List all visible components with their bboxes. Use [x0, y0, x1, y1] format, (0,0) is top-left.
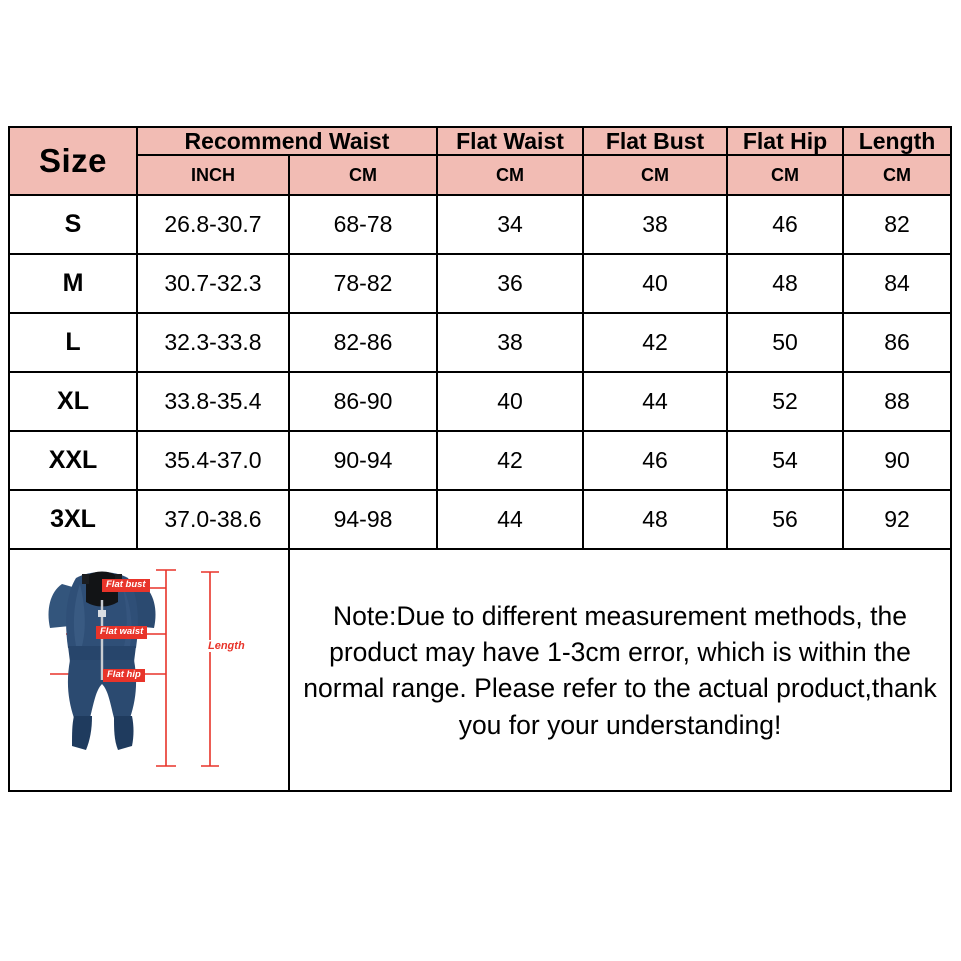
cell-waist-cm: 90-94 — [289, 431, 437, 490]
table-header — [9, 127, 951, 195]
cell-flat-waist: 42 — [437, 431, 583, 490]
cell-flat-bust: 44 — [583, 372, 727, 431]
size-chart-table — [8, 126, 952, 792]
header-length: Length — [843, 127, 951, 155]
cell-flat-bust: 48 — [583, 490, 727, 549]
table-row — [9, 431, 951, 490]
header-flat-bust: Flat Bust — [583, 127, 727, 155]
cell-size: 3XL — [9, 490, 137, 549]
cell-flat-waist: 44 — [437, 490, 583, 549]
cell-flat-hip: 48 — [727, 254, 843, 313]
garment-illustration — [10, 550, 294, 790]
table-row — [9, 313, 951, 372]
header-unit-recommend-waist-inch: INCH — [137, 155, 289, 195]
figure-label-length: Length — [208, 640, 245, 653]
cell-flat-waist: 40 — [437, 372, 583, 431]
header-unit-length: CM — [843, 155, 951, 195]
cell-size: S — [9, 195, 137, 254]
cell-size: M — [9, 254, 137, 313]
note-cell — [289, 549, 951, 791]
figure-label-flat-waist: Flat waist — [96, 626, 147, 638]
cell-waist-cm: 82-86 — [289, 313, 437, 372]
cell-flat-hip: 50 — [727, 313, 843, 372]
cell-flat-bust: 42 — [583, 313, 727, 372]
cell-waist-inch: 26.8-30.7 — [137, 195, 289, 254]
cell-size: XXL — [9, 431, 137, 490]
cell-waist-cm: 86-90 — [289, 372, 437, 431]
table-header-row-main — [9, 127, 951, 155]
table-row — [9, 195, 951, 254]
cell-length: 90 — [843, 431, 951, 490]
header-unit-flat-waist: CM — [437, 155, 583, 195]
header-recommend-waist: Recommend Waist — [137, 127, 437, 155]
table-row — [9, 254, 951, 313]
cell-waist-cm: 94-98 — [289, 490, 437, 549]
cell-waist-inch: 37.0-38.6 — [137, 490, 289, 549]
figure-label-flat-bust: Flat bust — [102, 579, 150, 591]
garment-figure-cell — [9, 549, 289, 791]
cell-flat-waist: 38 — [437, 313, 583, 372]
cell-waist-cm: 68-78 — [289, 195, 437, 254]
cell-flat-bust: 40 — [583, 254, 727, 313]
cell-waist-inch: 33.8-35.4 — [137, 372, 289, 431]
cell-flat-hip: 54 — [727, 431, 843, 490]
table-row — [9, 372, 951, 431]
table-header-row-units — [9, 155, 951, 195]
cell-flat-waist: 36 — [437, 254, 583, 313]
header-size: Size — [9, 127, 137, 195]
table-row — [9, 490, 951, 549]
header-unit-recommend-waist-cm: CM — [289, 155, 437, 195]
cell-flat-bust: 38 — [583, 195, 727, 254]
header-unit-flat-hip: CM — [727, 155, 843, 195]
size-chart-container — [8, 126, 952, 792]
cell-size: L — [9, 313, 137, 372]
garment-diagram — [10, 550, 294, 790]
header-flat-waist: Flat Waist — [437, 127, 583, 155]
cell-waist-inch: 32.3-33.8 — [137, 313, 289, 372]
cell-length: 86 — [843, 313, 951, 372]
cell-waist-inch: 30.7-32.3 — [137, 254, 289, 313]
cell-waist-cm: 78-82 — [289, 254, 437, 313]
cell-flat-bust: 46 — [583, 431, 727, 490]
cell-length: 88 — [843, 372, 951, 431]
note-text: Note:Due to different measurement methods, the product may have 1-3cm error, which is within the normal range. Please refer to the actual product,thank you for your understanding! — [303, 600, 937, 740]
header-unit-flat-bust: CM — [583, 155, 727, 195]
cell-length: 82 — [843, 195, 951, 254]
cell-length: 84 — [843, 254, 951, 313]
cell-length: 92 — [843, 490, 951, 549]
figure-label-flat-hip: Flat hip — [103, 669, 145, 681]
cell-size: XL — [9, 372, 137, 431]
cell-flat-hip: 46 — [727, 195, 843, 254]
header-flat-hip: Flat Hip — [727, 127, 843, 155]
cell-waist-inch: 35.4-37.0 — [137, 431, 289, 490]
cell-flat-hip: 52 — [727, 372, 843, 431]
table-body — [9, 195, 951, 791]
cell-flat-waist: 34 — [437, 195, 583, 254]
note-row — [9, 549, 951, 791]
cell-flat-hip: 56 — [727, 490, 843, 549]
